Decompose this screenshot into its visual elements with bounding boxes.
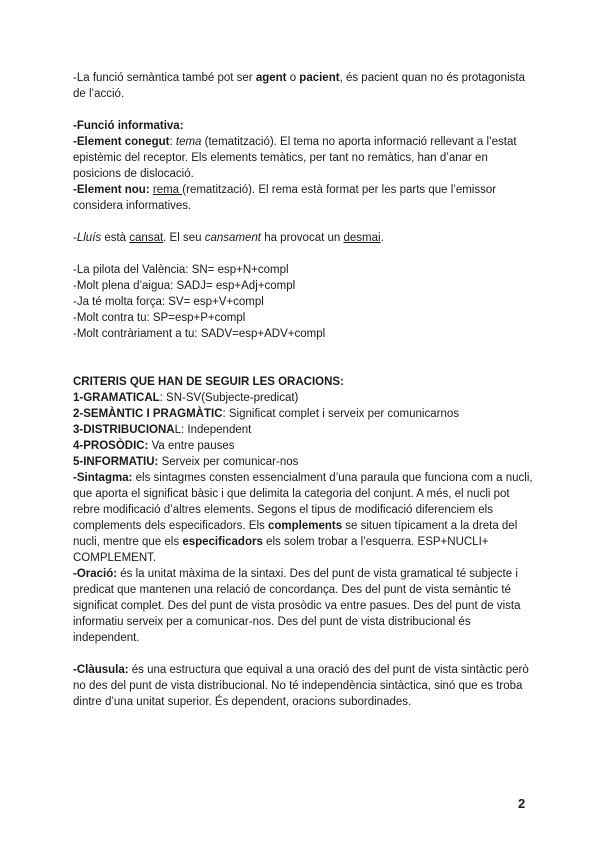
text-span: (tematització). El tema no aporta informació rellevant a l’estat epistèmic del receptor. Els elements temàtics, per tant no remàtics, han d’anar en posicions de dislocació. bbox=[73, 136, 517, 180]
document-page bbox=[73, 70, 535, 710]
text-span: Serveix per comunicar-nos bbox=[158, 456, 299, 468]
clausula-paragraph bbox=[73, 662, 535, 710]
example-adjective: cansat bbox=[129, 232, 164, 244]
text-span: els solem trobar a l’esquerra. ESP+NUCLI+ COMPLEMENT. bbox=[73, 536, 489, 564]
criteria-label: 1-GRAMATICAL bbox=[73, 392, 160, 404]
list-item: -Ja té molta força: SV= esp+V+compl bbox=[73, 296, 264, 308]
term-patient: pacient bbox=[299, 72, 340, 84]
text-span: - bbox=[73, 232, 77, 244]
text-span: : SN-SV(Subjecte-predicat) bbox=[159, 392, 299, 404]
criteria-label: 4-PROSÒDIC: bbox=[73, 440, 149, 452]
text-span: . bbox=[380, 232, 384, 244]
text-span: , és pacient quan no és protagonista de l’acció. bbox=[73, 72, 525, 100]
new-element-label: -Element nou: bbox=[73, 184, 150, 196]
text-span: se situen típicament a la dreta del nucli, mentre que els bbox=[73, 520, 518, 548]
list-item: -Molt contra tu: SP=esp+P+compl bbox=[73, 312, 246, 324]
term-rema: rema bbox=[152, 184, 183, 196]
text-span: ha provocat un bbox=[261, 232, 344, 244]
text-span: : Significat complet i serveix per comunicarnos bbox=[222, 408, 459, 420]
example-object: desmai bbox=[343, 232, 381, 244]
text-span: -La funció semàntica també pot ser bbox=[73, 72, 256, 84]
list-item: -La pilota del València: SN= esp+N+compl bbox=[73, 264, 289, 276]
term-especificadors: especificadors bbox=[182, 536, 263, 548]
oracio-paragraph bbox=[73, 566, 535, 646]
text-span: : bbox=[169, 136, 176, 148]
example-subject: Lluís bbox=[76, 232, 102, 244]
known-element-label: -Element conegut bbox=[73, 136, 170, 148]
text-span: és la unitat màxima de la sintaxi. Des del punt de vista gramatical té subjecte i predicat que mantenen una relació de concordança. Des del punt de vista semàntic té significat complet. Des del punt de vista prosòdic va entre pasues. Des del punt de vista informatiu serveix per a comunicar-nos. Des del punt de vista distribucional és independent. bbox=[73, 568, 521, 644]
list-item: -Molt plena d’aigua: SADJ= esp+Adj+compl bbox=[73, 280, 296, 292]
page-number: 2 bbox=[518, 796, 526, 811]
text-span: els sintagmes consten essencialment d’una paraula que funciona com a nucli, que aporta el significat bàsic i que delimita la categoria del conjunt. A més, el nucli pot rebre modificació d’altres elements. Segons el tipus de modificació diferenciem els complements dels especificadors. Els bbox=[73, 472, 533, 532]
term-tema: tema bbox=[175, 136, 202, 148]
criteria-label: 2-SEMÀNTIC I PRAGMÀTIC bbox=[73, 408, 223, 420]
example-noun: cansament bbox=[204, 232, 261, 244]
heading-text: -Funció informativa: bbox=[73, 120, 184, 132]
known-element-paragraph bbox=[73, 134, 535, 182]
definition-label: -Sintagma: bbox=[73, 472, 133, 484]
list-item: -Molt contràriament a tu: SADV=esp+ADV+compl bbox=[73, 328, 326, 340]
informative-function-heading bbox=[73, 118, 535, 134]
text-span: Va entre pauses bbox=[148, 440, 235, 452]
sintagma-paragraph bbox=[73, 470, 535, 566]
text-span: està bbox=[101, 232, 130, 244]
new-element-paragraph bbox=[73, 182, 535, 214]
text-span: (rematització). El rema està format per les parts que l’emissor considera informatives. bbox=[73, 184, 497, 212]
example-sentence bbox=[73, 230, 535, 246]
phrase-examples-list bbox=[73, 262, 535, 342]
criteria-label: 5-INFORMATIU: bbox=[73, 456, 159, 468]
term-complements: complements bbox=[267, 520, 343, 532]
criteria-item-distributional bbox=[73, 422, 535, 438]
criteria-item-informative bbox=[73, 454, 535, 470]
heading-text: CRITERIS QUE HAN DE SEGUIR LES ORACIONS: bbox=[73, 376, 344, 388]
definition-label: -Oració: bbox=[73, 568, 118, 580]
criteria-item-prosodic bbox=[73, 438, 535, 454]
text-span: . El seu bbox=[163, 232, 205, 244]
text-span: L: Independent bbox=[174, 424, 252, 436]
criteria-item-grammatical bbox=[73, 390, 535, 406]
definition-label: -Clàusula: bbox=[73, 664, 129, 676]
term-agent: agent bbox=[255, 72, 287, 84]
criteria-label: 3-DISTRIBUCIONA bbox=[73, 424, 175, 436]
criteria-item-semantic bbox=[73, 406, 535, 422]
text-span: és una estructura que equival a una oració des del punt de vista sintàctic però no des del punt de vista distribucional. No té independència sintàctica, sinó que es troba dintre d’una unitat superior. És dependent, oracions subordinades. bbox=[73, 664, 529, 708]
semantic-role-paragraph bbox=[73, 70, 535, 102]
text-span: o bbox=[286, 72, 300, 84]
criteria-heading bbox=[73, 374, 535, 390]
